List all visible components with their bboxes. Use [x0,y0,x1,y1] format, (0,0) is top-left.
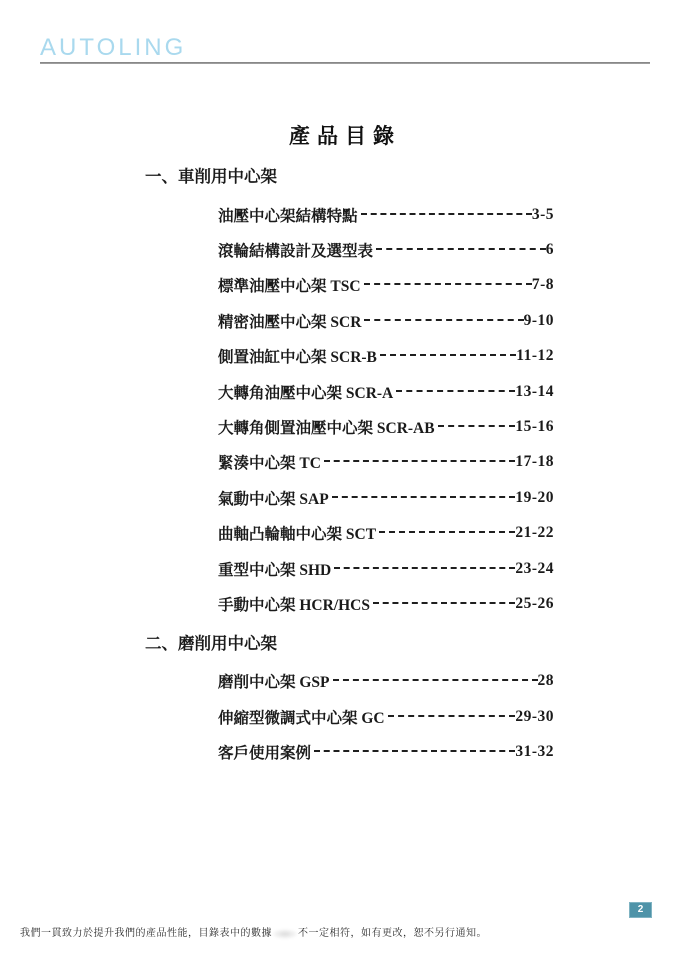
dash-leader [333,679,538,681]
toc-item-label: 伸縮型微調式中心架 GC [218,709,385,727]
toc-item [218,374,554,409]
header-divider [40,62,650,64]
toc-item [218,268,554,303]
toc-item-page: 29-30 [515,707,554,725]
toc-item [218,480,554,515]
toc-item-page: 28 [537,672,554,690]
dash-leader [438,425,516,427]
toc-item [218,734,554,769]
toc-item-label: 精密油壓中心架 SCR [218,313,362,331]
footer-note [20,924,487,939]
toc-item-page: 17-18 [515,453,554,471]
dash-leader [364,283,532,285]
toc-item-page: 19-20 [515,488,554,506]
toc-item-page: 15-16 [515,418,554,436]
table-of-contents [0,163,690,770]
toc-item-page: 13-14 [515,382,554,400]
toc-item-label: 大轉角油壓中心架 SCR-A [218,384,394,402]
toc-item-page: 6 [545,241,554,259]
footer-note-before: 我們一貫致力於提升我們的產品性能，目錄表中的數據 [20,928,272,939]
dash-leader [388,715,516,717]
toc-item-label: 大轉角側置油壓中心架 SCR-AB [218,420,435,438]
erased-text-smudge [272,929,298,939]
toc-item [218,551,554,586]
page-title: 產品目錄 [289,124,401,148]
toc-item-page: 31-32 [515,743,554,761]
toc-item-label: 重型中心架 SHD [218,561,332,579]
dash-leader [380,354,516,356]
toc-item-page: 3-5 [531,205,554,223]
dash-leader [376,248,546,250]
toc-item-page: 23-24 [515,559,554,577]
toc-item-page: 9-10 [523,311,554,329]
toc-item-label: 氣動中心架 SAP [218,490,329,508]
toc-item-page: 25-26 [515,594,554,612]
toc-item-label: 油壓中心架結構特點 [218,207,358,225]
toc-item [218,445,554,480]
toc-item [218,339,554,374]
toc-item [218,303,554,338]
dash-leader [361,213,532,215]
dash-leader [364,319,523,321]
toc-item-label: 磨削中心架 GSP [218,674,330,692]
toc-section-1 [0,163,690,622]
dash-leader [332,496,516,498]
toc-item-label: 側置油缸中心架 SCR-B [218,349,377,367]
toc-item-label: 標準油壓中心架 TSC [218,278,361,296]
dash-leader [379,531,515,533]
toc-item [218,516,554,551]
toc-item [218,232,554,267]
dash-leader [324,460,515,462]
section-heading: 二、磨削用中心架 [145,633,277,653]
toc-item-label: 手動中心架 HCR/HCS [218,596,370,614]
toc-item-label: 客戶使用案例 [218,745,312,763]
toc-item [218,664,554,699]
dash-leader [373,602,515,604]
dash-leader [396,390,515,392]
toc-item [218,197,554,232]
page-number-badge: 2 [629,902,652,918]
toc-item [218,586,554,621]
dash-leader [334,567,515,569]
toc-item-page: 11-12 [516,347,554,365]
toc-item [218,699,554,734]
toc-item-label: 滾輪結構設計及選型表 [218,243,374,261]
toc-item-label: 曲軸凸輪軸中心架 SCT [218,526,377,544]
toc-item [218,409,554,444]
footer-note-after: 不一定相符，如有更改，恕不另行通知。 [298,928,487,939]
toc-item-page: 7-8 [531,276,554,294]
section-heading: 一、車削用中心架 [145,167,277,186]
toc-section-2 [0,630,690,770]
dash-leader [314,750,515,752]
toc-item-page: 21-22 [515,524,554,542]
brand-logo: AUTOLING [40,34,187,61]
toc-item-label: 緊湊中心架 TC [218,455,321,473]
